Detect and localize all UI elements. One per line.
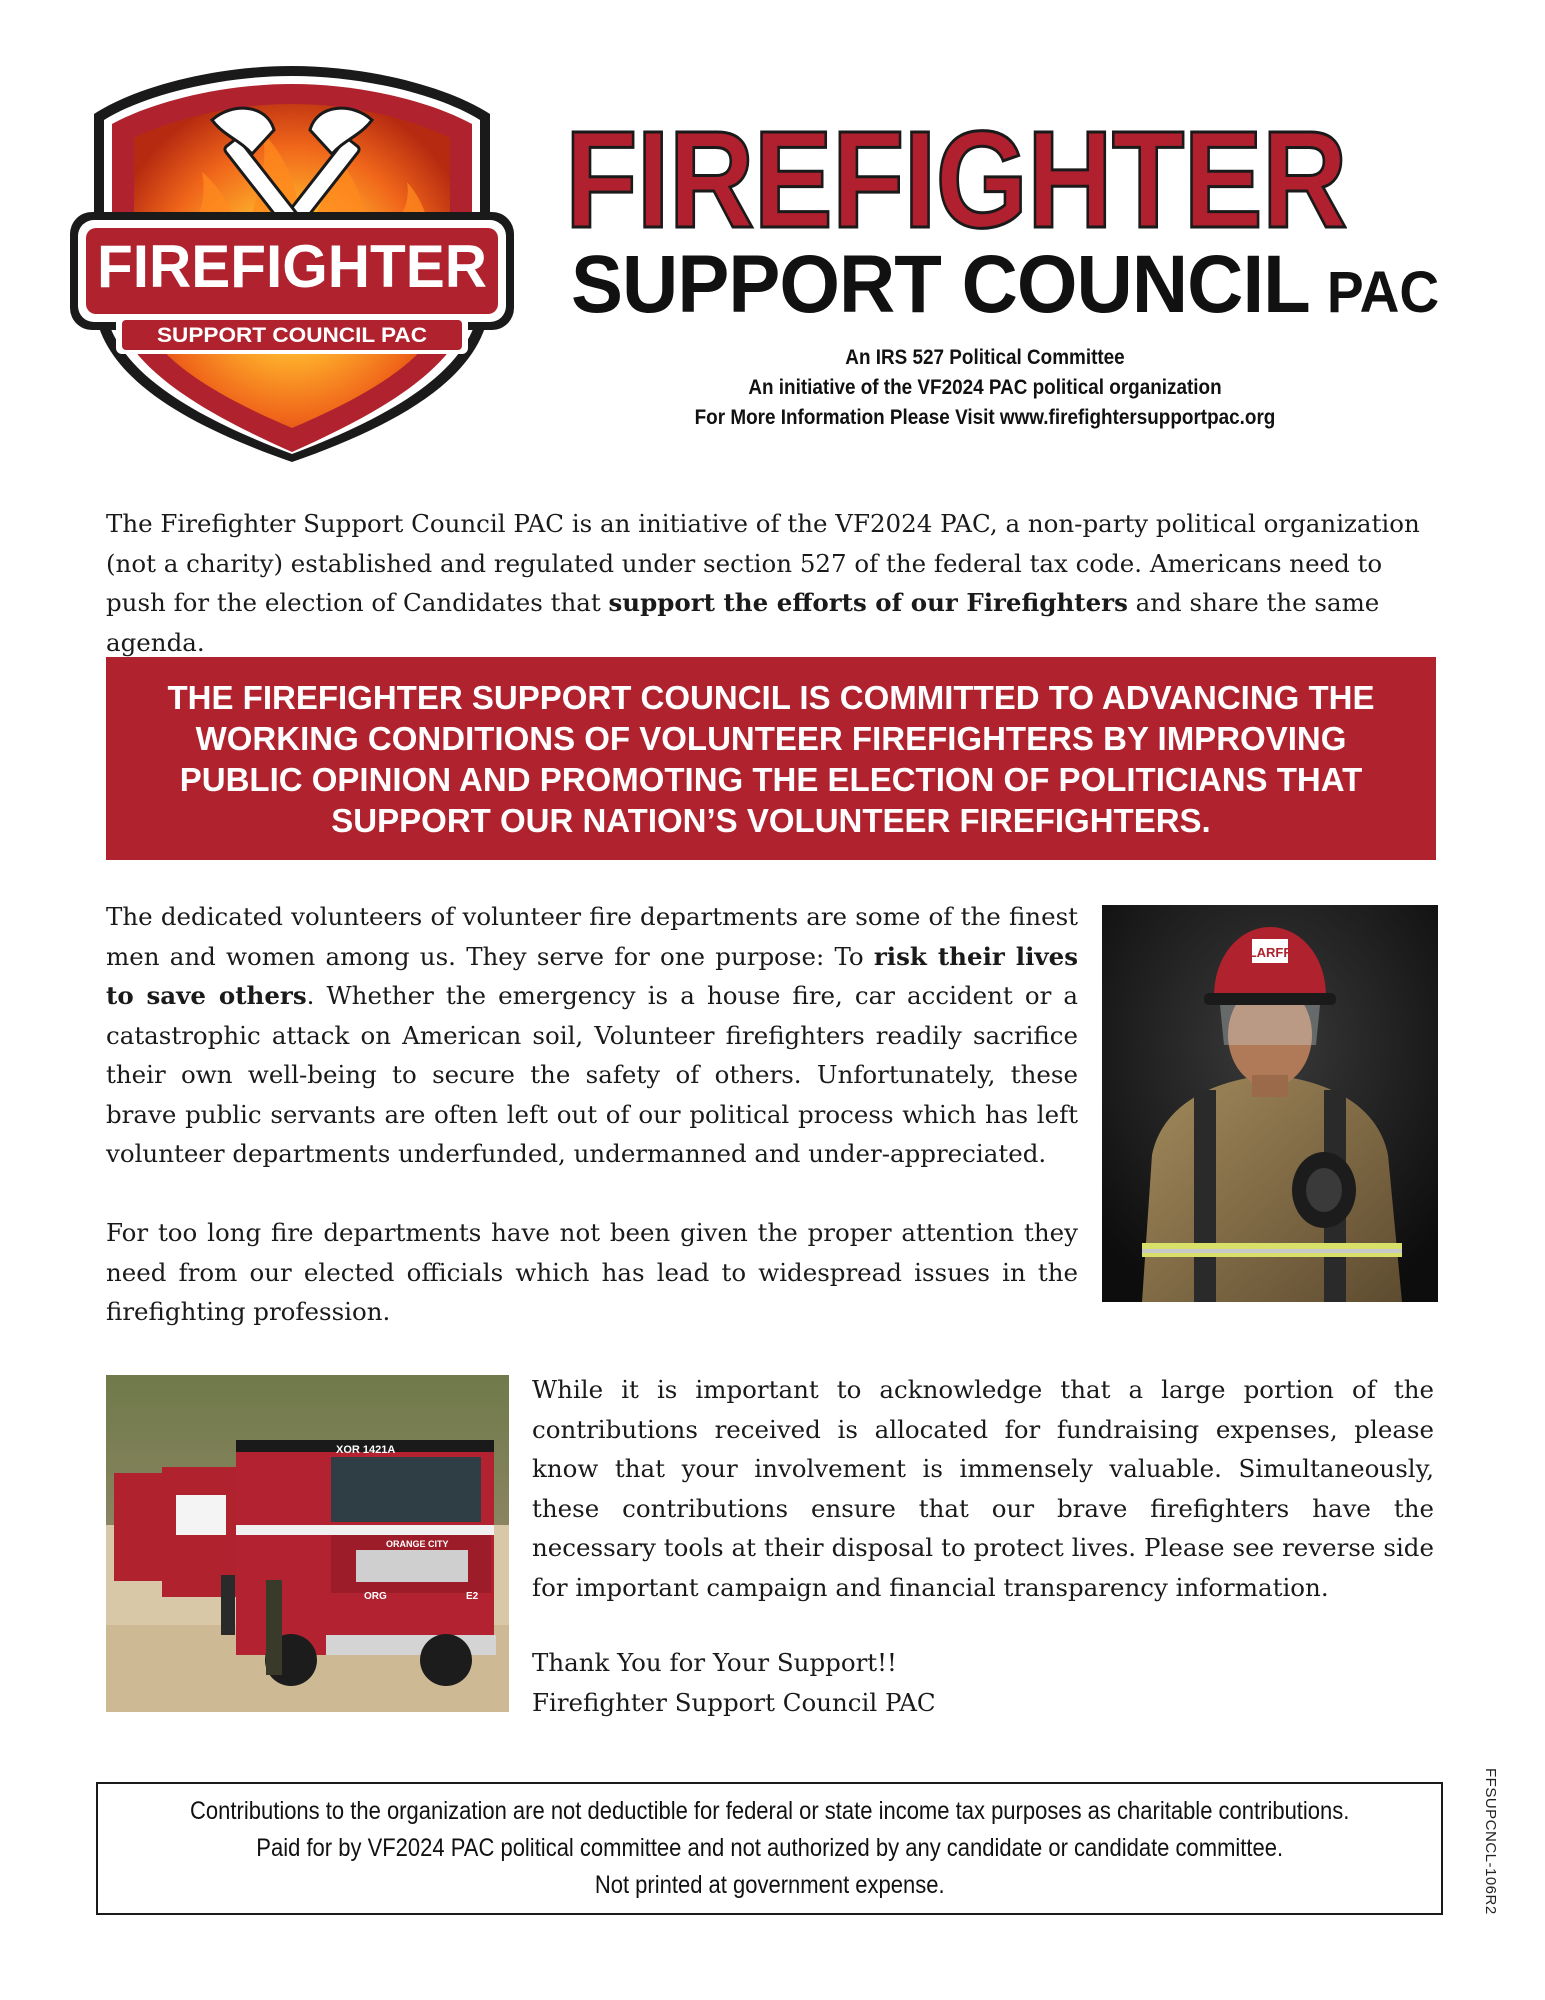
header-info-line: An initiative of the VF2024 PAC political organization (748, 376, 1222, 399)
closing-signature: Firefighter Support Council PAC (532, 1687, 936, 1717)
header-info (693, 343, 1278, 433)
volunteers-text: The dedicated volunteers of volunteer fire departments are some of the finest men and women among us. They serve for one purpose: To (106, 902, 1078, 971)
volunteers-text-end: . Whether the emergency is a house fire, car accident or a catastrophic attack on American soil, Volunteer firefighters readily sacrifice their own well-being to secure the safety of others. Unfortunately, these brave public servants are often left out of our political process which has left volunteer departments underfunded, undermanned and under-appreciated. (106, 981, 1079, 1168)
disclaimer-box (96, 1782, 1443, 1915)
intro-text-end: and share the same agenda. (106, 588, 1380, 657)
volunteers-emphasis: risk their lives to save others (106, 941, 1078, 1010)
mission-statement: THE FIREFIGHTER SUPPORT COUNCIL IS COMMITTED TO ADVANCING THE WORKING CONDITIONS OF VOLUNTEER FIREFIGHTERS BY IMPROVING PUBLIC OPINION AND PROMOTING THE ELECTION OF POLITICIANS THAT SUPPORT OUR NATION’S VOLUNTEER FIREFIGHTERS. (167, 678, 1375, 839)
contributions-paragraph: While it is important to acknowledge that a large portion of the contributions received is allocated for fundraising expenses, please know that your involvement is immensely valuable. Simultaneously, these contributions ensure that our brave firefighters have the necessary tools at their disposal to protect lives. Please see reverse side for important campaign and financial transparency information. (532, 1375, 1434, 1602)
truck-unit: ORG (364, 1591, 387, 1602)
attention-paragraph: For too long fire departments have not been given the proper attention they need from our elected officials which has lead to widespread issues in the firefighting profession. (106, 1218, 1078, 1326)
disclaimer-line: Not printed at government expense. (594, 1871, 945, 1899)
logo (62, 62, 522, 462)
firefighter-photo (1102, 905, 1438, 1302)
closing-thanks: Thank You for Your Support!! (532, 1648, 897, 1677)
mission-banner (106, 657, 1436, 860)
truck-name: ORANGE CITY (386, 1539, 449, 1549)
subtitle-pac: PAC (1326, 260, 1440, 325)
fire-trucks-photo (106, 1375, 509, 1712)
page-subtitle (571, 238, 1439, 332)
intro-text: The Firefighter Support Council PAC is an initiative of the VF2024 PAC, a non-party political organization (not a charity) established and regulated under section 527 of the federal tax code. Americans need to push for the election of Candidates that (106, 509, 1420, 617)
disclaimer-line: Contributions to the organization are not deductible for federal or state income tax purposes as charitable contributions. (189, 1797, 1350, 1825)
subtitle-main: SUPPORT COUNCIL (571, 239, 1310, 330)
page-title: FIREFIGHTER (565, 103, 1347, 257)
disclaimer-text (190, 1793, 1349, 1904)
truck-number: XOR 1421A (336, 1444, 396, 1456)
header-info-line: An IRS 527 Political Committee (845, 346, 1125, 369)
truck-unit-2: E2 (466, 1591, 479, 1602)
document-code: FFSUPCNCL-106R2 (1482, 1768, 1499, 1915)
closing (532, 1643, 1232, 1722)
header-info-line: For More Information Please Visit www.firefightersupportpac.org (694, 406, 1276, 429)
volunteers-paragraph (106, 897, 1078, 1174)
helmet-label: LARFF (1248, 945, 1292, 960)
disclaimer-line: Paid for by VF2024 PAC political committee and not authorized by any candidate or candidate committee. (256, 1834, 1283, 1862)
logo-title: FIREFIGHTER (97, 233, 487, 300)
intro-emphasis: support the efforts of our Firefighters (608, 588, 1128, 617)
logo-subtitle: SUPPORT COUNCIL PAC (157, 324, 427, 347)
intro-paragraph (106, 504, 1436, 662)
